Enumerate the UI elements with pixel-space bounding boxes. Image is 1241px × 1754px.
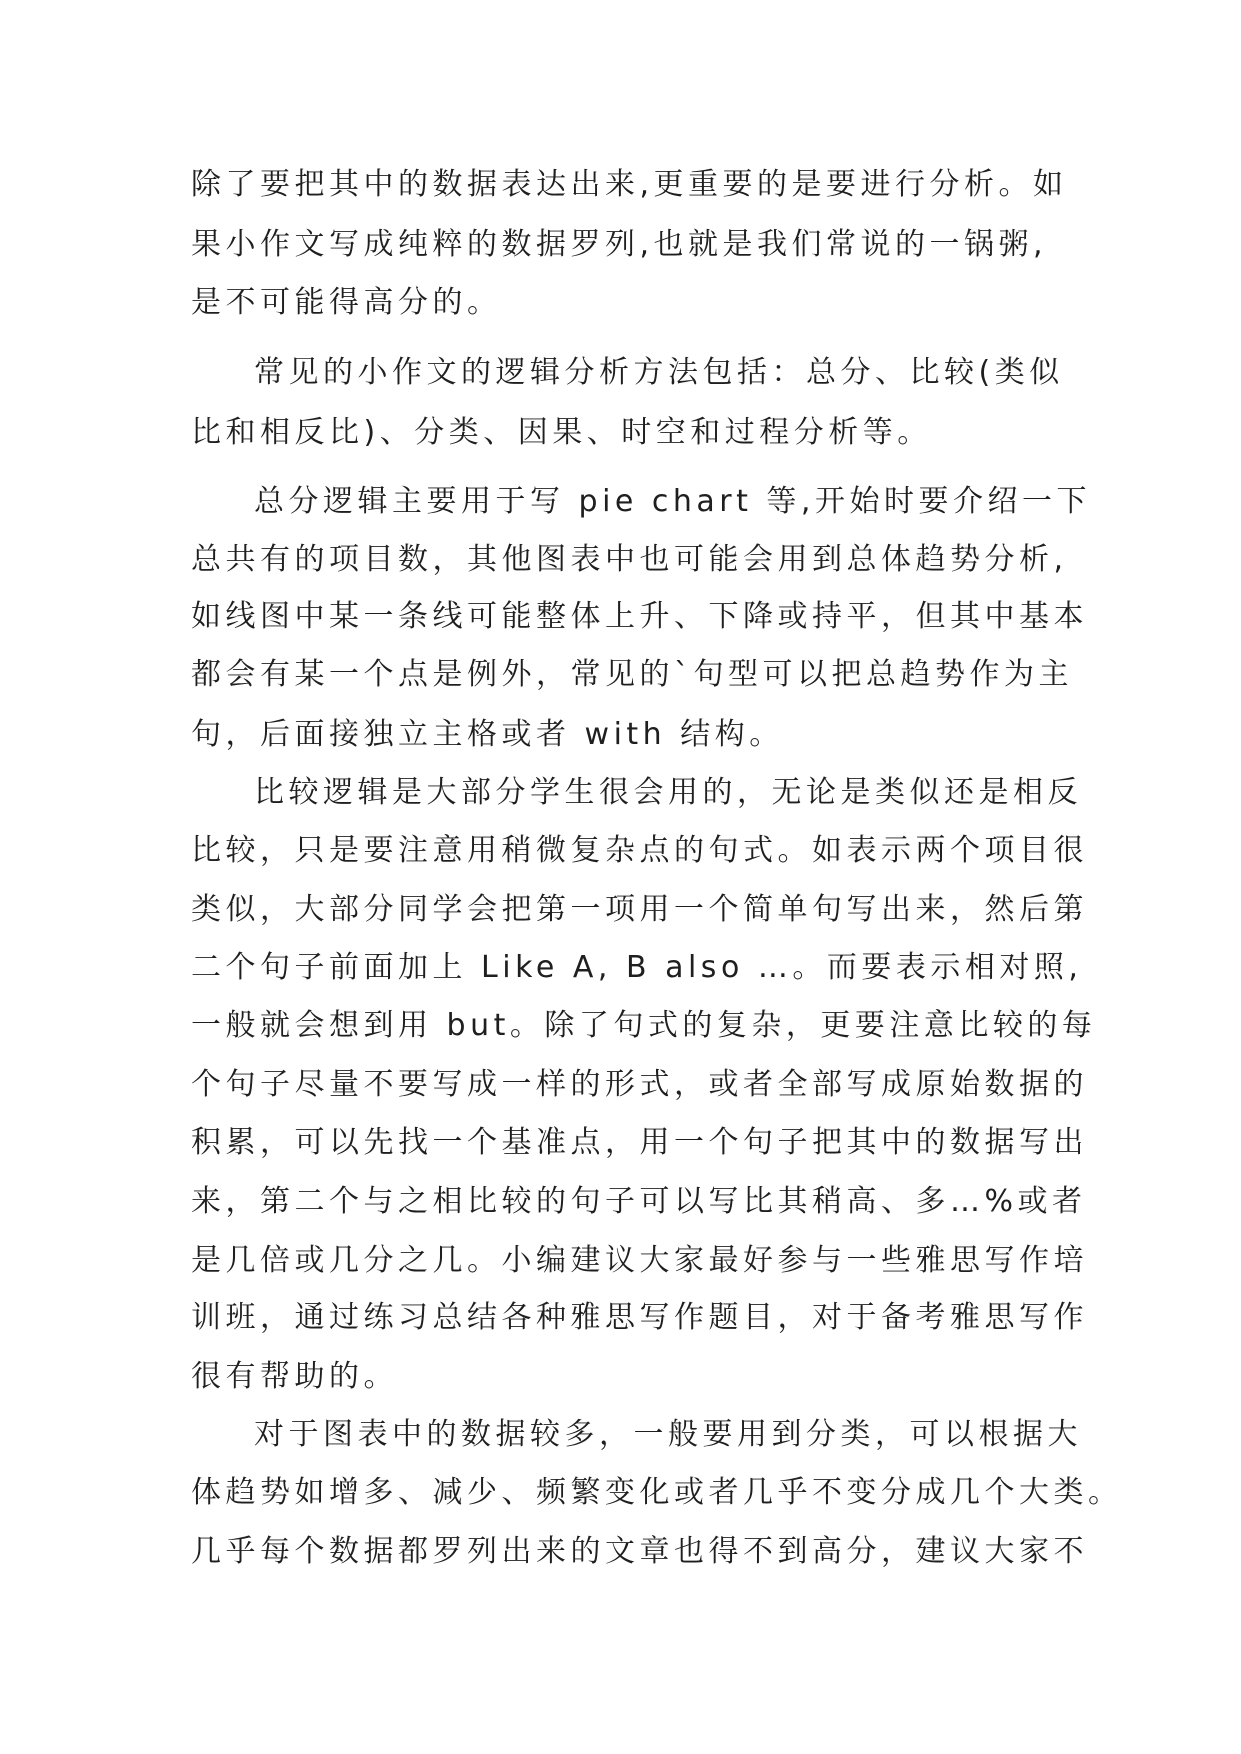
text-line: 二个句子前面加上 Like A, B also …。而要表示相对照,	[191, 950, 1083, 985]
text-line: 果小作文写成纯粹的数据罗列,也就是我们常说的一锅粥,	[191, 227, 1048, 262]
text-line: 是几倍或几分之几。小编建议大家最好参与一些雅思写作培	[191, 1243, 1088, 1278]
text-line: 如线图中某一条线可能整体上升、下降或持平，但其中基本	[191, 599, 1088, 634]
text-line: 很有帮助的。	[191, 1359, 398, 1394]
text-line: 除了要把其中的数据表达出来,更重要的是要进行分析。如	[191, 167, 1068, 202]
paragraph-start-line: 总分逻辑主要用于写 pie chart 等,开始时要介绍一下	[254, 484, 1091, 519]
paragraph-start-line: 比较逻辑是大部分学生很会用的，无论是类似还是相反	[254, 775, 1082, 810]
text-line: 个句子尽量不要写成一样的形式，或者全部写成原始数据的	[191, 1067, 1088, 1102]
text-line: 句，后面接独立主格或者 with 结构。	[191, 717, 784, 752]
text-line: 比较，只是要注意用稍微复杂点的句式。如表示两个项目很	[191, 833, 1088, 868]
text-line: 一般就会想到用 but。除了句式的复杂，更要注意比较的每	[191, 1008, 1097, 1043]
paragraph-start-line: 常见的小作文的逻辑分析方法包括：总分、比较(类似	[254, 355, 1064, 390]
text-line: 都会有某一个点是例外，常见的`句型可以把总趋势作为主	[191, 657, 1073, 692]
paragraph-start-line: 对于图表中的数据较多，一般要用到分类，可以根据大	[254, 1417, 1082, 1452]
text-line: 总共有的项目数，其他图表中也可能会用到总体趋势分析,	[191, 542, 1068, 577]
text-line: 几乎每个数据都罗列出来的文章也得不到高分，建议大家不	[191, 1534, 1088, 1569]
text-line: 体趋势如增多、减少、频繁变化或者几乎不变分成几个大类。	[191, 1475, 1123, 1510]
text-line: 比和相反比)、分类、因果、时空和过程分析等。	[191, 415, 932, 450]
text-line: 训班，通过练习总结各种雅思写作题目，对于备考雅思写作	[191, 1300, 1088, 1335]
text-line: 是不可能得高分的。	[191, 285, 502, 320]
text-line: 来，第二个与之相比较的句子可以写比其稍高、多…%或者	[191, 1184, 1087, 1219]
text-line: 类似，大部分同学会把第一项用一个简单句写出来，然后第	[191, 892, 1088, 927]
text-line: 积累，可以先找一个基准点，用一个句子把其中的数据写出	[191, 1125, 1088, 1160]
